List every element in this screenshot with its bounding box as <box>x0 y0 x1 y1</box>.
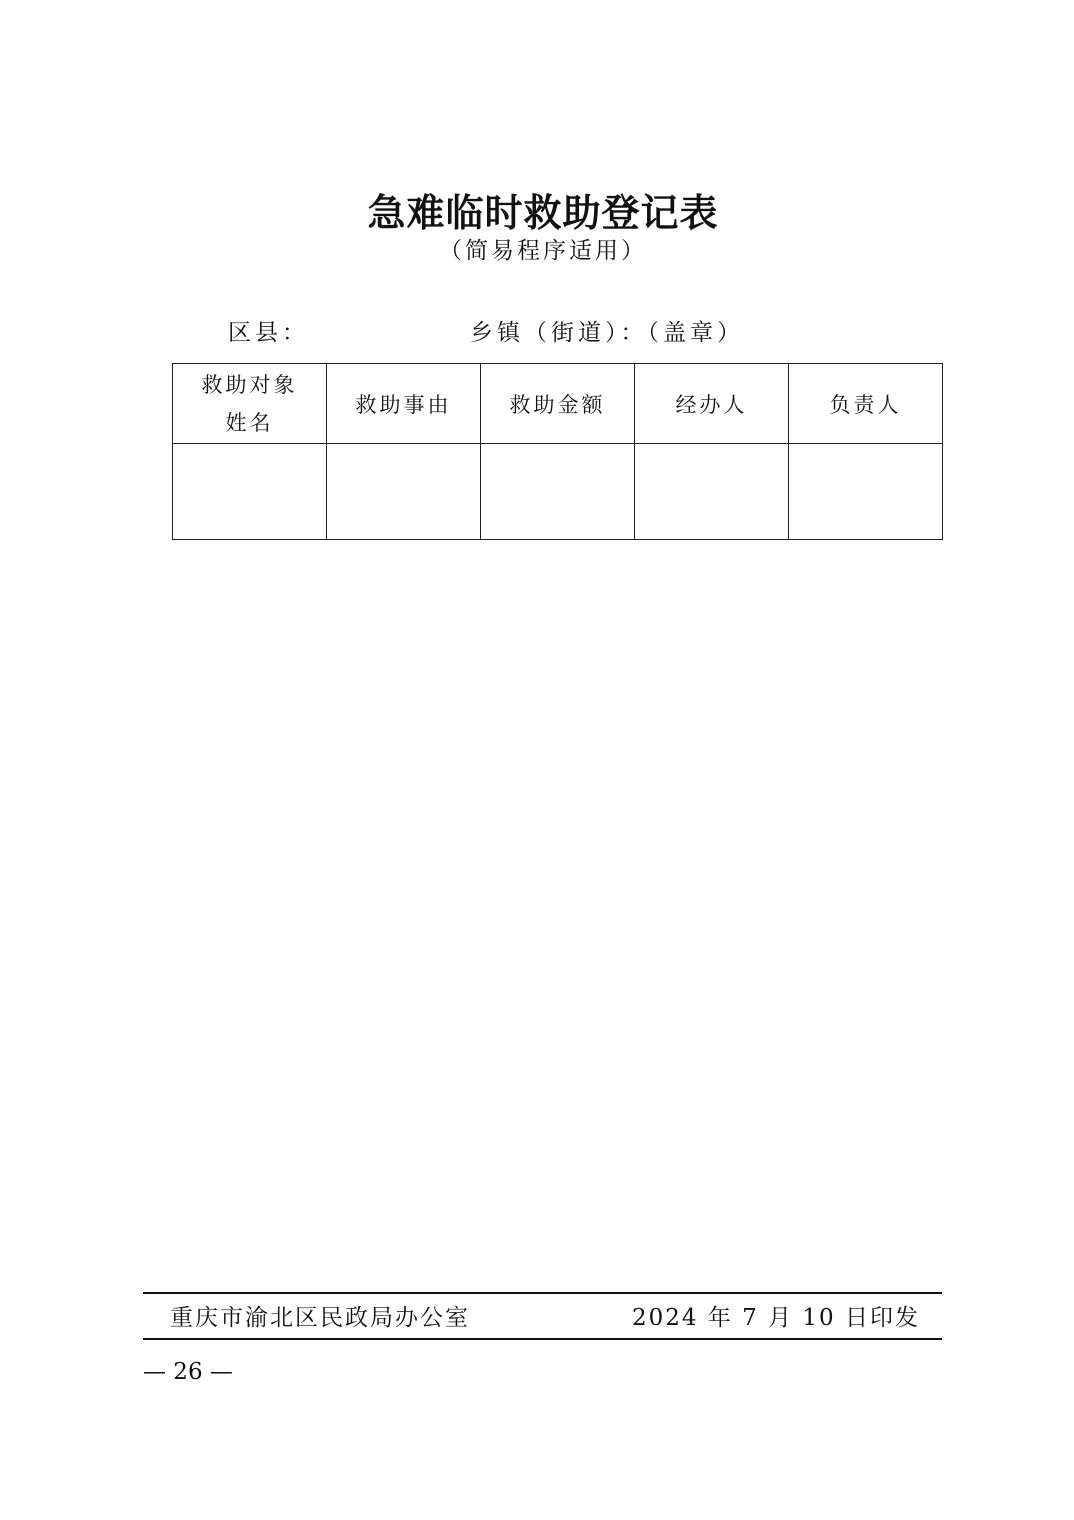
footer-issue-date: 2024 年 7 月 10 日印发 <box>632 1305 920 1331</box>
page-number: — 26 — <box>143 1359 233 1385</box>
table-row <box>173 444 943 540</box>
header-responsible-person: 负责人 <box>789 364 943 444</box>
cell-recipient-name <box>173 444 327 540</box>
cell-handler <box>635 444 789 540</box>
footer-bottom-divider <box>143 1338 942 1340</box>
document-title: 急难临时救助登记表 <box>367 190 719 235</box>
header-recipient-name <box>173 364 327 444</box>
county-field-label: 区县： <box>228 320 309 346</box>
cell-responsible-person <box>789 444 943 540</box>
document-subtitle: （简易程序适用） <box>439 238 647 264</box>
footer-top-divider <box>143 1292 942 1294</box>
table-header-row <box>173 364 943 444</box>
cell-amount <box>481 444 635 540</box>
header-amount: 救助金额 <box>481 364 635 444</box>
cell-reason <box>327 444 481 540</box>
header-recipient-line-1: 救助对象 <box>201 372 298 397</box>
header-recipient-line-2: 姓名 <box>225 410 274 435</box>
town-field-label: 乡镇（街道）：（盖章） <box>470 320 744 346</box>
header-reason: 救助事由 <box>327 364 481 444</box>
footer-issuer: 重庆市渝北区民政局办公室 <box>170 1305 470 1331</box>
registration-table <box>172 363 943 540</box>
header-handler: 经办人 <box>635 364 789 444</box>
